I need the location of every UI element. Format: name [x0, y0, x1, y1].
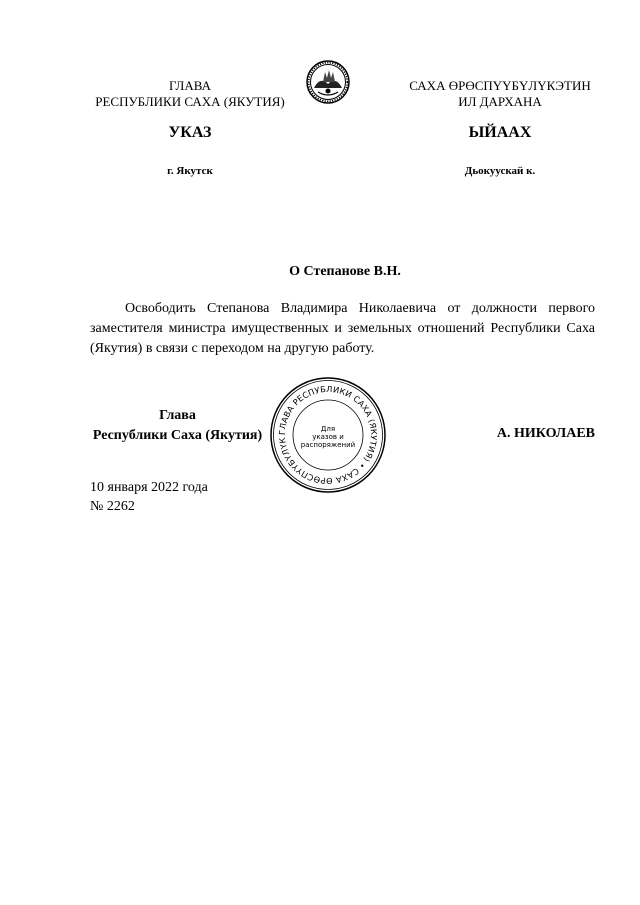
decree-date: 10 января 2022 года: [90, 480, 208, 495]
decree-footer: [90, 478, 208, 516]
header-right-block: [390, 78, 610, 110]
header-left-line1: ГЛАВА: [169, 78, 211, 93]
decree-title-sakha: ЫЙААХ: [468, 124, 532, 141]
signatory-name: А. НИКОЛАЕВ: [496, 426, 595, 441]
header-left-line2: РЕСПУБЛИКИ САХА (ЯКУТИЯ): [95, 94, 285, 109]
decree-subject: О Степанове В.Н.: [289, 264, 401, 279]
signature-title: [90, 406, 265, 446]
stamp-ring-text: ГЛАВА РЕСПУБЛИКИ САХА (ЯКУТИЯ) • САХА ӨРӨСПҮҮБҮЛҮК: [276, 383, 380, 487]
header-right-line2: ИЛ ДАРХАНА: [458, 94, 542, 109]
header-left-block: [80, 78, 300, 110]
official-stamp: [268, 375, 388, 495]
signature-title-line1: Глава: [159, 408, 196, 423]
decree-title-ru: УКАЗ: [168, 124, 212, 141]
emblem-icon: [306, 60, 350, 104]
stamp-center-line2: указов и: [312, 433, 344, 441]
decree-body-paragraph: Освободить Степанова Владимира Николаевича от должности первого заместителя министра имущественных и земельных отношений Республики Саха (Якутия) в связи с переходом на другую работу.: [90, 301, 595, 356]
stamp-center-line1: Для: [320, 425, 336, 433]
city-sakha: Дьокуускай к.: [464, 165, 536, 177]
stamp-seal-icon: [268, 375, 388, 495]
stamp-center-line3: распоряжений: [300, 441, 356, 449]
signature-title-line2: Республики Саха (Якутия): [92, 428, 263, 443]
decree-number: № 2262: [90, 499, 135, 514]
header-right-line1: САХА ӨРӨСПҮҮБҮЛҮКЭТИН: [409, 78, 591, 93]
city-ru: г. Якутск: [167, 165, 213, 177]
